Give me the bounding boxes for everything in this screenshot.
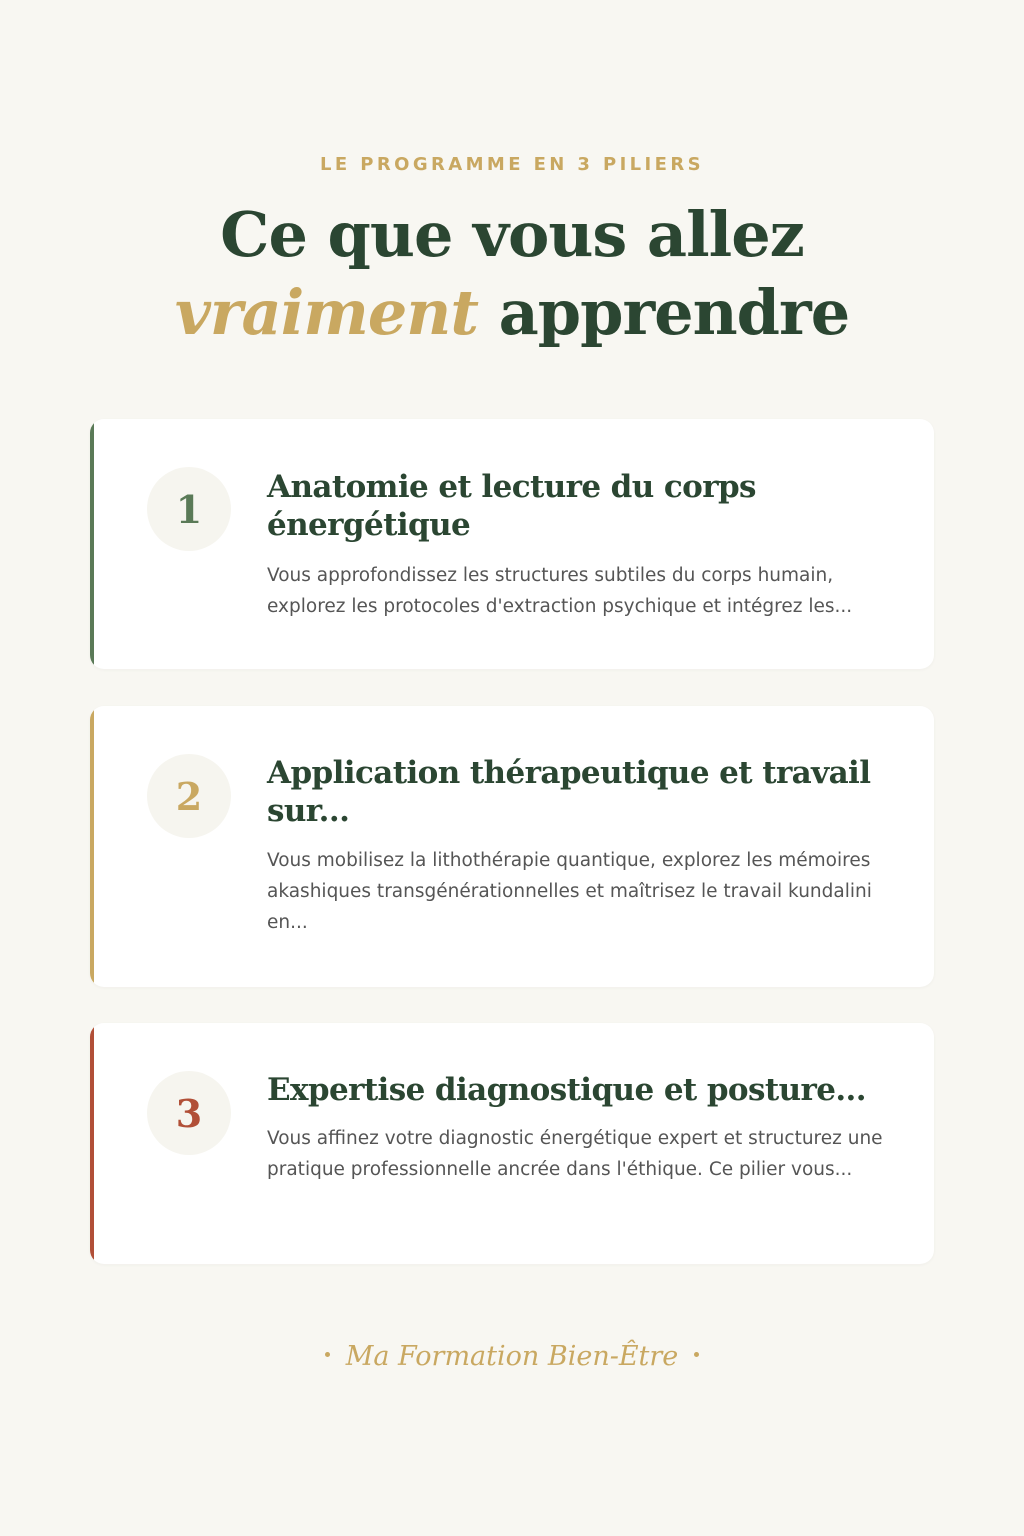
pillar-accent-bar <box>90 419 94 669</box>
pillar-title: Anatomie et lecture du corps énergétique <box>267 469 756 543</box>
pillar-card-3 <box>90 1023 934 1264</box>
pillar-number-badge: 1 <box>147 467 231 551</box>
pillar-title: Expertise diagnostique et posture... <box>267 1072 866 1108</box>
pillar-card-1 <box>90 419 934 669</box>
page-title <box>0 196 1024 352</box>
pillar-card-2 <box>90 706 934 987</box>
dot-icon <box>694 1352 699 1357</box>
footer-brand-name: Ma Formation Bien-Être <box>345 1341 679 1372</box>
footer-brand <box>0 1341 1024 1372</box>
pillar-description: Vous approfondissez les structures subtiles du corps humain, explorez les protocoles d'extraction psychique et intégrez les... <box>267 565 853 617</box>
title-line-1: Ce que vous allez <box>220 198 804 271</box>
pillar-accent-bar <box>90 1023 94 1264</box>
section-eyebrow: LE PROGRAMME EN 3 PILIERS <box>320 154 704 175</box>
dot-icon <box>325 1352 330 1357</box>
title-line-2 <box>0 274 1024 352</box>
pillar-number-badge: 3 <box>147 1071 231 1155</box>
title-accent-word: vraiment <box>174 276 479 349</box>
pillar-number-badge: 2 <box>147 754 231 838</box>
pillar-title: Application thérapeutique et travail sur... <box>267 755 871 829</box>
pillar-description: Vous affinez votre diagnostic énergétique expert et structurez une pratique professionnelle ancrée dans l'éthique. Ce pilier vous... <box>267 1128 883 1180</box>
pillar-description: Vous mobilisez la lithothérapie quantique, explorez les mémoires akashiques transgénérationnelles et maîtrisez le travail kundalini en... <box>267 850 872 933</box>
title-rest: apprendre <box>478 276 850 349</box>
pillar-accent-bar <box>90 706 94 987</box>
